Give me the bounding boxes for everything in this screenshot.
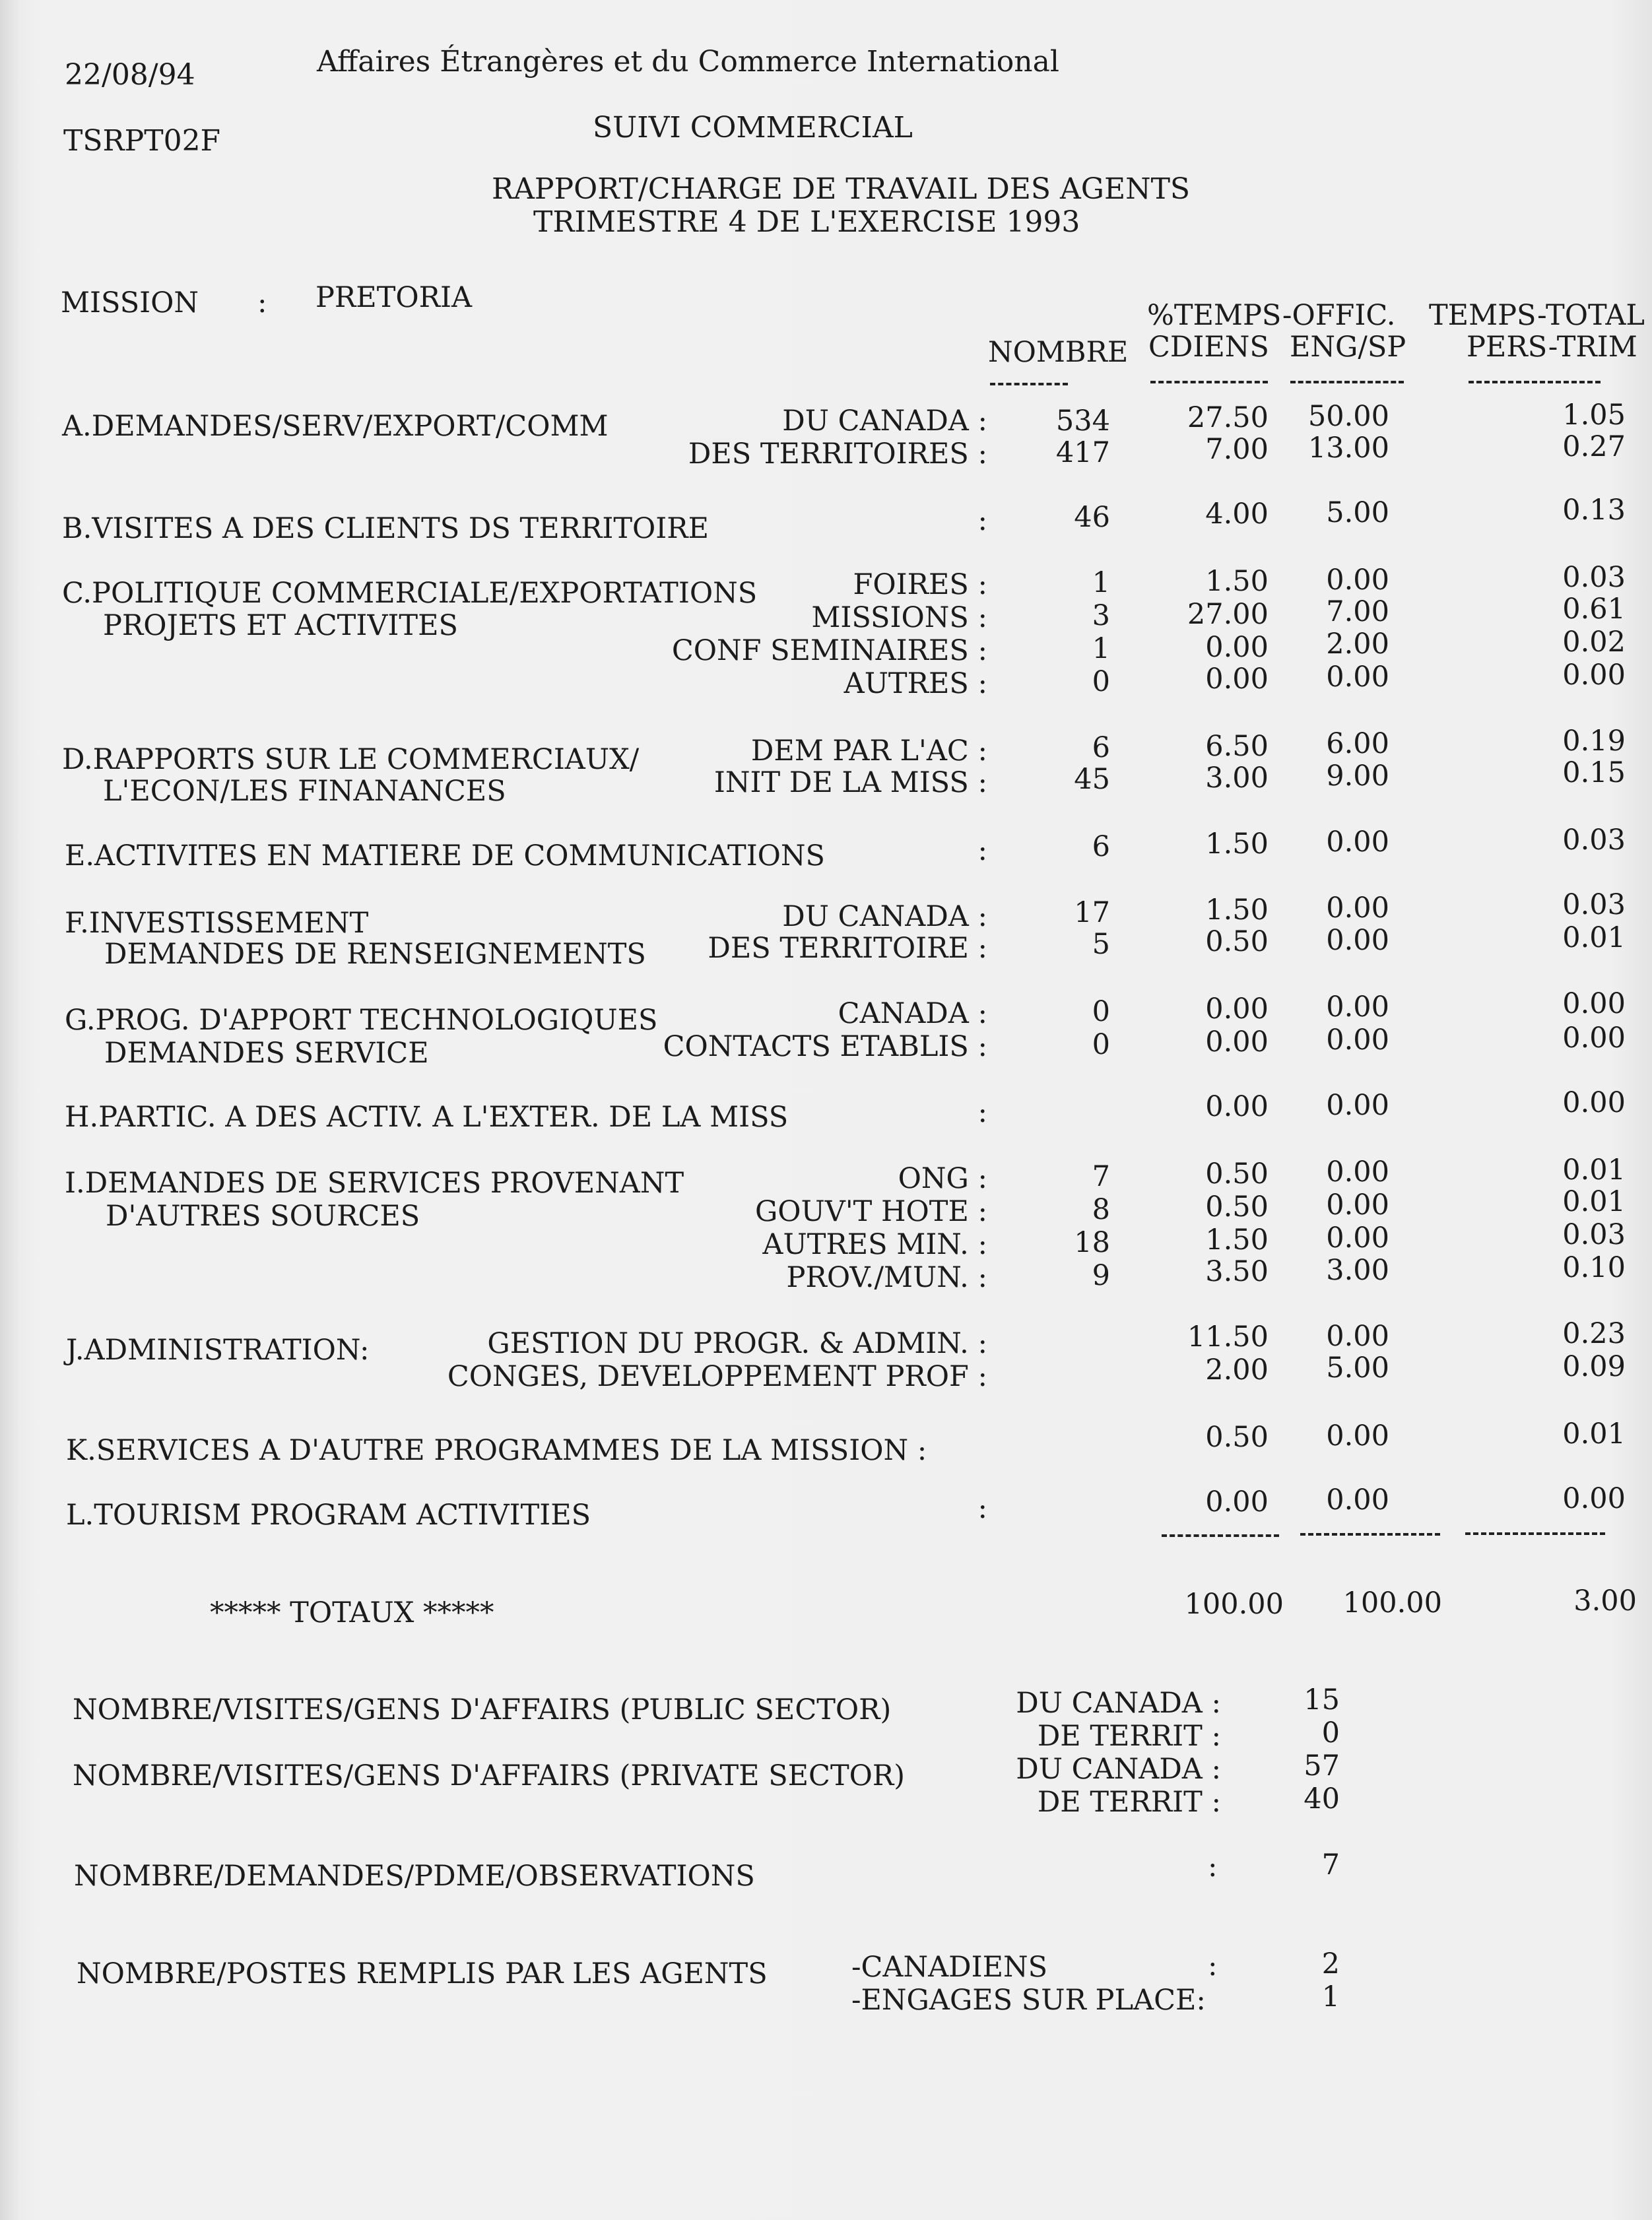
section-c-nombre: 1: [1092, 566, 1110, 599]
totals-underline-engsp: [1300, 1533, 1440, 1536]
section-g-cdiens: 0.00: [1205, 993, 1269, 1026]
section-l-title: L.TOURISM PROGRAM ACTIVITIES: [66, 1499, 591, 1532]
section-g-sub-label: CANADA :: [838, 997, 987, 1030]
section-f-sub-label: DES TERRITOIRE :: [708, 932, 987, 965]
section-g-perstrim: 0.00: [1562, 1022, 1626, 1055]
engages-value: 1: [1321, 1980, 1340, 2013]
section-i-nombre: 8: [1092, 1193, 1110, 1226]
section-h-title: H.PARTIC. A DES ACTIV. A L'EXTER. DE LA MISS: [65, 1101, 789, 1134]
section-e-engsp: 0.00: [1326, 826, 1389, 859]
section-g-sub-label: CONTACTS ETABLIS :: [663, 1030, 987, 1063]
section-d-perstrim: 0.15: [1562, 756, 1626, 789]
section-k-engsp: 0.00: [1326, 1420, 1389, 1453]
section-c-engsp: 0.00: [1326, 661, 1389, 694]
section-d-title-line2: L'ECON/LES FINANANCES: [103, 775, 506, 808]
section-g-title-line2: DEMANDES SERVICE: [104, 1037, 429, 1070]
section-i-perstrim: 0.03: [1562, 1218, 1626, 1251]
mission-separator: :: [257, 286, 267, 319]
section-d-sub-label: DEM PAR L'AC :: [750, 735, 987, 767]
section-i-title-line2: D'AUTRES SOURCES: [106, 1200, 420, 1233]
section-a-cdiens: 7.00: [1205, 433, 1269, 466]
section-f-sub-label: DU CANADA :: [782, 900, 987, 933]
section-g-title: G.PROG. D'APPORT TECHNOLOGIQUES: [65, 1004, 658, 1037]
column-header-pers-trim: PERS-TRIM: [1467, 331, 1637, 364]
header-underline-engsp: [1290, 381, 1404, 383]
column-header-nombre: NOMBRE: [988, 336, 1129, 369]
column-header-eng-sp: ENG/SP: [1290, 331, 1406, 364]
column-header-pct-temps: %TEMPS-OFFIC.: [1147, 299, 1396, 332]
section-c-engsp: 0.00: [1326, 564, 1389, 597]
section-j-title: J.ADMINISTRATION:: [66, 1334, 370, 1367]
private-territ-value: 40: [1304, 1782, 1340, 1815]
section-i-cdiens: 3.50: [1205, 1255, 1269, 1288]
section-d-sub-label: INIT DE LA MISS :: [713, 766, 987, 799]
pdme-separator: :: [1208, 1850, 1218, 1883]
section-i-cdiens: 0.50: [1205, 1158, 1269, 1191]
report-title: RAPPORT/CHARGE DE TRAVAIL DES AGENTS: [492, 172, 1191, 206]
section-j-engsp: 5.00: [1326, 1352, 1389, 1385]
section-d-perstrim: 0.19: [1562, 725, 1626, 758]
section-c-nombre: 0: [1092, 665, 1110, 698]
totals-underline-cdiens: [1162, 1534, 1279, 1537]
section-j-engsp: 0.00: [1326, 1320, 1389, 1353]
section-e-perstrim: 0.03: [1562, 824, 1626, 857]
section-a-engsp: 13.00: [1307, 432, 1389, 465]
report-date: 22/08/94: [65, 58, 195, 92]
public-territ-label: DE TERRIT :: [1037, 1720, 1221, 1753]
canadiens-label: -CANADIENS: [851, 1951, 1048, 1984]
report-code: TSRPT02F: [63, 124, 221, 158]
section-i-sub-label: AUTRES MIN. :: [762, 1228, 987, 1261]
section-d-engsp: 9.00: [1326, 760, 1389, 793]
section-b-cdiens: 4.00: [1205, 498, 1269, 531]
section-i-nombre: 9: [1092, 1259, 1110, 1292]
section-e-cdiens: 1.50: [1205, 828, 1269, 861]
section-l-cdiens: 0.00: [1205, 1485, 1269, 1518]
section-c-cdiens: 1.50: [1205, 565, 1269, 598]
section-f-perstrim: 0.01: [1562, 921, 1626, 954]
section-j-sub-label: CONGES, DEVELOPPEMENT PROF :: [447, 1360, 987, 1393]
section-i-sub-label: ONG :: [898, 1162, 987, 1195]
section-i-engsp: 0.00: [1326, 1156, 1389, 1189]
private-canada-label: DU CANADA :: [1016, 1753, 1221, 1786]
totals-perstrim: 3.00: [1573, 1584, 1637, 1617]
public-territ-value: 0: [1321, 1716, 1340, 1749]
section-c-title: C.POLITIQUE COMMERCIALE/EXPORTATIONS: [62, 577, 758, 610]
section-l-sub-label: :: [977, 1492, 987, 1525]
section-i-engsp: 0.00: [1326, 1189, 1389, 1222]
section-c-cdiens: 0.00: [1205, 631, 1269, 664]
section-a-perstrim: 0.27: [1562, 430, 1626, 463]
section-c-cdiens: 0.00: [1205, 663, 1269, 696]
section-a-perstrim: 1.05: [1562, 399, 1626, 432]
engages-label: -ENGAGES SUR PLACE:: [851, 1984, 1206, 2017]
section-a-nombre: 534: [1055, 405, 1110, 438]
section-i-title: I.DEMANDES DE SERVICES PROVENANT: [65, 1167, 684, 1200]
section-c-sub-label: FOIRES :: [853, 568, 987, 601]
section-c-nombre: 1: [1092, 632, 1110, 665]
section-e-title: E.ACTIVITES EN MATIERE DE COMMUNICATIONS: [65, 839, 826, 872]
section-f-cdiens: 0.50: [1205, 925, 1269, 958]
private-territ-label: DE TERRIT :: [1037, 1786, 1221, 1819]
section-c-perstrim: 0.02: [1562, 626, 1626, 659]
section-b-nombre: 46: [1074, 501, 1110, 534]
section-e-sub-label: :: [977, 834, 987, 867]
section-c-sub-label: AUTRES :: [843, 667, 987, 700]
private-sector-label: NOMBRE/VISITES/GENS D'AFFAIRS (PRIVATE SECTOR): [73, 1759, 906, 1792]
pdme-value: 7: [1321, 1848, 1340, 1881]
section-d-cdiens: 6.50: [1205, 730, 1269, 763]
section-j-cdiens: 11.50: [1187, 1321, 1269, 1354]
section-c-sub-label: CONF SEMINAIRES :: [671, 634, 987, 667]
totals-label: ***** TOTAUX *****: [210, 1596, 494, 1629]
section-e-nombre: 6: [1092, 830, 1110, 863]
section-a-title: A.DEMANDES/SERV/EXPORT/COMM: [62, 410, 609, 443]
canadiens-value: 2: [1321, 1947, 1340, 1980]
section-f-cdiens: 1.50: [1205, 894, 1269, 927]
section-f-nombre: 5: [1092, 928, 1110, 961]
section-c-perstrim: 0.00: [1562, 659, 1626, 692]
section-h-engsp: 0.00: [1326, 1089, 1389, 1122]
section-d-nombre: 45: [1074, 763, 1110, 796]
section-b-title: B.VISITES A DES CLIENTS DS TERRITOIRE: [62, 512, 710, 545]
section-d-cdiens: 3.00: [1205, 762, 1269, 795]
section-c-perstrim: 0.61: [1562, 593, 1626, 626]
section-i-engsp: 3.00: [1326, 1254, 1389, 1287]
section-b-engsp: 5.00: [1326, 496, 1389, 529]
section-b-sub-label: :: [977, 504, 987, 537]
section-k-title: K.SERVICES A D'AUTRE PROGRAMMES DE LA MISSION :: [66, 1434, 927, 1467]
section-i-nombre: 7: [1092, 1160, 1110, 1193]
section-g-perstrim: 0.00: [1562, 987, 1626, 1020]
public-sector-label: NOMBRE/VISITES/GENS D'AFFAIRS (PUBLIC SECTOR): [73, 1693, 892, 1726]
section-l-perstrim: 0.00: [1562, 1482, 1626, 1515]
section-j-sub-label: GESTION DU PROGR. & ADMIN. :: [487, 1327, 987, 1360]
header-underline-perstrim: [1469, 381, 1601, 383]
section-d-title: D.RAPPORTS SUR LE COMMERCIAUX/: [62, 743, 640, 776]
system-name: SUIVI COMMERCIAL: [593, 111, 913, 145]
section-c-nombre: 3: [1092, 599, 1110, 632]
public-canada-value: 15: [1304, 1683, 1340, 1716]
mission-value: PRETORIA: [315, 281, 473, 314]
header-underline-nombre: [990, 383, 1068, 385]
section-f-title: F.INVESTISSEMENT: [65, 907, 369, 940]
section-d-nombre: 6: [1092, 731, 1110, 764]
section-a-nombre: 417: [1055, 436, 1110, 469]
private-canada-value: 57: [1304, 1749, 1340, 1782]
section-f-engsp: 0.00: [1326, 892, 1389, 925]
section-j-perstrim: 0.23: [1562, 1317, 1626, 1350]
section-c-perstrim: 0.03: [1562, 561, 1626, 594]
section-f-title-line2: DEMANDES DE RENSEIGNEMENTS: [104, 938, 646, 971]
section-b-perstrim: 0.13: [1562, 494, 1626, 527]
section-i-perstrim: 0.01: [1562, 1185, 1626, 1218]
section-i-engsp: 0.00: [1326, 1222, 1389, 1255]
section-c-title-line2: PROJETS ET ACTIVITES: [103, 609, 458, 642]
section-c-sub-label: MISSIONS :: [811, 601, 987, 634]
mission-label: MISSION: [61, 286, 199, 319]
canadiens-separator: :: [1208, 1949, 1218, 1982]
section-g-engsp: 0.00: [1326, 991, 1389, 1024]
section-i-cdiens: 0.50: [1205, 1191, 1269, 1224]
section-l-engsp: 0.00: [1326, 1484, 1389, 1517]
totals-cdiens: 100.00: [1184, 1588, 1284, 1621]
section-h-cdiens: 0.00: [1205, 1090, 1269, 1123]
section-k-perstrim: 0.01: [1562, 1418, 1626, 1451]
section-d-engsp: 6.00: [1326, 727, 1389, 760]
section-a-sub-label: DES TERRITOIRES :: [688, 438, 987, 471]
section-g-nombre: 0: [1092, 1028, 1110, 1061]
section-h-sub-label: :: [977, 1096, 987, 1129]
section-f-perstrim: 0.03: [1562, 888, 1626, 921]
section-j-cdiens: 2.00: [1205, 1354, 1269, 1387]
section-c-cdiens: 27.00: [1187, 598, 1269, 631]
section-i-cdiens: 1.50: [1205, 1224, 1269, 1257]
section-a-sub-label: DU CANADA :: [782, 405, 987, 438]
section-g-cdiens: 0.00: [1205, 1026, 1269, 1059]
column-header-temps-total: TEMPS-TOTAL: [1429, 299, 1645, 332]
postes-label: NOMBRE/POSTES REMPLIS PAR LES AGENTS: [77, 1957, 768, 1990]
column-header-cdiens: CDIENS: [1148, 331, 1269, 364]
section-j-perstrim: 0.09: [1562, 1350, 1626, 1383]
section-i-perstrim: 0.10: [1562, 1251, 1626, 1284]
pdme-label: NOMBRE/DEMANDES/PDME/OBSERVATIONS: [74, 1860, 755, 1893]
public-canada-label: DU CANADA :: [1016, 1687, 1221, 1720]
section-a-engsp: 50.00: [1307, 400, 1389, 433]
totals-engsp: 100.00: [1342, 1586, 1442, 1619]
header-underline-cdiens: [1150, 381, 1268, 383]
section-h-perstrim: 0.00: [1562, 1086, 1626, 1119]
section-f-nombre: 17: [1074, 896, 1110, 929]
totals-underline-perstrim: [1465, 1532, 1605, 1535]
section-a-cdiens: 27.50: [1187, 401, 1269, 434]
section-g-nombre: 0: [1092, 995, 1110, 1028]
section-c-engsp: 7.00: [1326, 595, 1389, 628]
section-k-cdiens: 0.50: [1205, 1421, 1269, 1454]
section-g-engsp: 0.00: [1326, 1024, 1389, 1057]
organization-title: Affaires Étrangères et du Commerce International: [317, 45, 1059, 79]
section-c-engsp: 2.00: [1326, 628, 1389, 661]
report-subtitle: TRIMESTRE 4 DE L'EXERCISE 1993: [533, 205, 1080, 239]
section-i-sub-label: PROV./MUN. :: [786, 1261, 987, 1294]
section-i-nombre: 18: [1074, 1226, 1110, 1259]
section-i-sub-label: GOUV'T HOTE :: [754, 1195, 987, 1228]
section-f-engsp: 0.00: [1326, 924, 1389, 957]
section-i-perstrim: 0.01: [1562, 1154, 1626, 1187]
